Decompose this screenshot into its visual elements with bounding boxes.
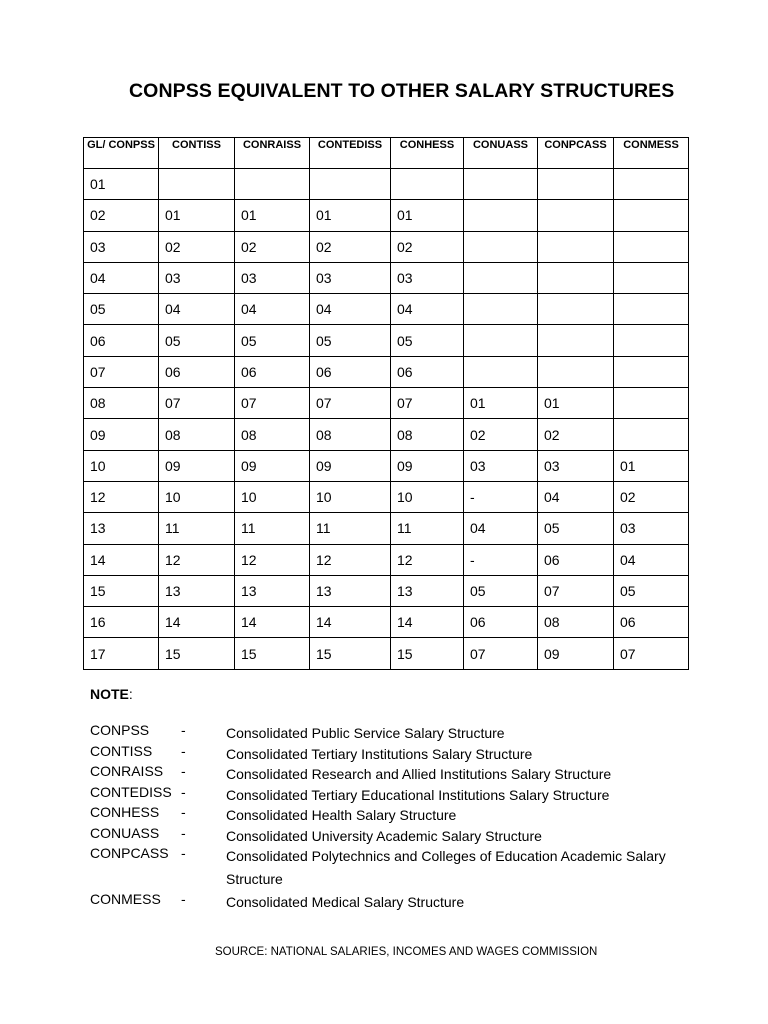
table-cell: [614, 294, 689, 325]
abbreviation: CONTEDISS: [90, 783, 172, 800]
table-cell: 09: [310, 450, 391, 481]
table-cell: [538, 356, 614, 387]
table-cell: 02: [614, 481, 689, 512]
table-cell: 03: [84, 231, 159, 262]
table-cell: [235, 169, 310, 200]
table-cell: 06: [310, 356, 391, 387]
table-cell: 01: [391, 200, 464, 231]
table-cell: 10: [235, 481, 310, 512]
table-cell: 12: [391, 544, 464, 575]
table-cell: 01: [614, 450, 689, 481]
table-cell: 17: [84, 638, 159, 669]
table-cell: 08: [84, 388, 159, 419]
table-cell: 04: [235, 294, 310, 325]
page-title: CONPSS EQUIVALENT TO OTHER SALARY STRUCTURES: [129, 80, 675, 102]
table-cell: 05: [159, 325, 235, 356]
table-cell: 07: [235, 388, 310, 419]
table-row: [84, 607, 689, 638]
table-cell: 09: [538, 638, 614, 669]
table-cell: 12: [84, 481, 159, 512]
column-header: CONTEDISS: [310, 138, 391, 169]
table-cell: 01: [310, 200, 391, 231]
table-cell: 01: [159, 200, 235, 231]
table-cell: [614, 356, 689, 387]
table-cell: 04: [391, 294, 464, 325]
abbreviation-entry: [90, 891, 700, 912]
table-cell: 15: [159, 638, 235, 669]
table-cell: [538, 200, 614, 231]
table-cell: 06: [614, 607, 689, 638]
table-cell: [159, 169, 235, 200]
table-cell: 12: [310, 544, 391, 575]
table-cell: 08: [391, 419, 464, 450]
column-header: CONUASS: [464, 138, 538, 169]
table-cell: 08: [310, 419, 391, 450]
table-header-row: [84, 138, 689, 169]
separator-dash: -: [181, 722, 186, 738]
abbreviation-entry: [90, 722, 700, 743]
table-cell: 11: [391, 513, 464, 544]
table-cell: [391, 169, 464, 200]
column-header: GL/ CONPSS: [84, 138, 159, 169]
table-cell: 07: [84, 356, 159, 387]
separator-dash: -: [181, 783, 186, 800]
table-cell: 04: [310, 294, 391, 325]
abbreviation: CONUASS: [90, 824, 160, 841]
table-row: [84, 450, 689, 481]
table-cell: 10: [159, 481, 235, 512]
table-cell: 14: [159, 607, 235, 638]
abbreviation-entry: [90, 845, 700, 891]
table-cell: 13: [235, 575, 310, 606]
table-cell: [614, 262, 689, 293]
table-cell: [614, 325, 689, 356]
table-cell: 08: [159, 419, 235, 450]
table-cell: 15: [310, 638, 391, 669]
abbreviation-description: Consolidated Public Service Salary Structure: [226, 725, 505, 741]
table-cell: 13: [391, 575, 464, 606]
note-colon: :: [128, 686, 133, 702]
abbreviation-entry: [90, 804, 700, 825]
table-cell: 02: [235, 231, 310, 262]
table-cell: [538, 294, 614, 325]
abbreviation: CONTISS: [90, 742, 153, 759]
table-cell: 02: [391, 231, 464, 262]
separator-dash: -: [181, 824, 186, 841]
table-cell: 14: [391, 607, 464, 638]
table-cell: 14: [310, 607, 391, 638]
table-row: [84, 262, 689, 293]
table-cell: 11: [159, 513, 235, 544]
table-cell: 05: [391, 325, 464, 356]
table-cell: 05: [464, 575, 538, 606]
table-row: [84, 231, 689, 262]
table-cell: 10: [391, 481, 464, 512]
table-cell: [464, 262, 538, 293]
table-cell: 06: [538, 544, 614, 575]
table-cell: 01: [84, 169, 159, 200]
abbreviation-entry: [90, 743, 700, 764]
abbreviation-description: Consolidated Medical Salary Structure: [226, 894, 465, 910]
table-cell: 05: [310, 325, 391, 356]
table-cell: 03: [464, 450, 538, 481]
table-cell: 02: [84, 200, 159, 231]
table-row: [84, 544, 689, 575]
abbreviation-description: Consolidated Polytechnics and Colleges of Education Academic Salary Structure: [226, 848, 666, 887]
abbreviation-description: Consolidated Health Salary Structure: [226, 807, 457, 823]
column-header: CONMESS: [614, 138, 689, 169]
abbreviation: CONHESS: [90, 804, 160, 820]
separator-dash: -: [181, 804, 186, 820]
table-cell: [538, 262, 614, 293]
table-cell: 12: [159, 544, 235, 575]
table-cell: 03: [614, 513, 689, 544]
abbreviation: CONPCASS: [90, 845, 169, 861]
table-cell: 07: [614, 638, 689, 669]
separator-dash: -: [181, 763, 186, 779]
table-row: [84, 513, 689, 544]
table-row: [84, 169, 689, 200]
table-cell: 12: [235, 544, 310, 575]
table-cell: 13: [159, 575, 235, 606]
table-cell: [464, 356, 538, 387]
table-cell: 09: [84, 419, 159, 450]
table-cell: [538, 231, 614, 262]
abbreviation-entry: [90, 763, 700, 784]
table-cell: 01: [538, 388, 614, 419]
table-cell: 13: [310, 575, 391, 606]
table-cell: 05: [84, 294, 159, 325]
table-cell: 03: [159, 262, 235, 293]
table-row: [84, 575, 689, 606]
table-cell: [614, 231, 689, 262]
table-cell: 02: [310, 231, 391, 262]
table-cell: [538, 169, 614, 200]
table-cell: 02: [538, 419, 614, 450]
abbreviation-entry: [90, 784, 700, 805]
table-cell: 03: [235, 262, 310, 293]
table-cell: [464, 200, 538, 231]
table-cell: 15: [84, 575, 159, 606]
table-cell: -: [464, 544, 538, 575]
table-cell: 09: [391, 450, 464, 481]
table-row: [84, 481, 689, 512]
table-cell: 11: [235, 513, 310, 544]
table-cell: 03: [538, 450, 614, 481]
table-cell: 15: [235, 638, 310, 669]
table-cell: 14: [235, 607, 310, 638]
salary-equivalence-table: [83, 137, 689, 670]
table-cell: [538, 325, 614, 356]
table-cell: -: [464, 481, 538, 512]
table-cell: 05: [538, 513, 614, 544]
column-header: CONTISS: [159, 138, 235, 169]
table-cell: 06: [235, 356, 310, 387]
table-cell: 04: [464, 513, 538, 544]
table-cell: 03: [310, 262, 391, 293]
abbreviation-entry: [90, 825, 700, 846]
source-footer: SOURCE: NATIONAL SALARIES, INCOMES AND WAGES COMMISSION: [215, 946, 598, 958]
separator-dash: -: [181, 742, 186, 759]
table-cell: [464, 169, 538, 200]
note-label: NOTE: [90, 686, 129, 702]
table-cell: [464, 325, 538, 356]
table-cell: 02: [159, 231, 235, 262]
table-cell: 09: [235, 450, 310, 481]
table-cell: 02: [464, 419, 538, 450]
table-cell: [614, 388, 689, 419]
abbreviation: CONRAISS: [90, 763, 164, 779]
table-cell: 05: [235, 325, 310, 356]
table-row: [84, 388, 689, 419]
column-header: CONRAISS: [235, 138, 310, 169]
table-cell: 16: [84, 607, 159, 638]
table-cell: 07: [159, 388, 235, 419]
table-cell: 03: [391, 262, 464, 293]
abbreviation-description: Consolidated University Academic Salary Structure: [226, 827, 542, 844]
abbreviation-description: Consolidated Tertiary Educational Institutions Salary Structure: [226, 786, 610, 803]
table-cell: 13: [84, 513, 159, 544]
separator-dash: -: [181, 845, 186, 861]
table-cell: 08: [235, 419, 310, 450]
table-cell: [464, 294, 538, 325]
table-cell: 07: [464, 638, 538, 669]
table-cell: 01: [464, 388, 538, 419]
abbreviation-description: Consolidated Research and Allied Institutions Salary Structure: [226, 766, 612, 782]
abbreviation-description: Consolidated Tertiary Institutions Salary Structure: [226, 745, 533, 762]
table-cell: 06: [464, 607, 538, 638]
table-cell: 04: [84, 262, 159, 293]
table-cell: 14: [84, 544, 159, 575]
table-row: [84, 419, 689, 450]
table-cell: 07: [538, 575, 614, 606]
table-cell: [310, 169, 391, 200]
table-row: [84, 200, 689, 231]
table-cell: 08: [538, 607, 614, 638]
table-cell: 07: [310, 388, 391, 419]
table-cell: 09: [159, 450, 235, 481]
note-heading: [90, 686, 133, 702]
table-row: [84, 325, 689, 356]
table-cell: 10: [84, 450, 159, 481]
table-cell: [614, 169, 689, 200]
table-cell: 04: [614, 544, 689, 575]
table-cell: [464, 231, 538, 262]
table-cell: 11: [310, 513, 391, 544]
table-cell: 06: [84, 325, 159, 356]
separator-dash: -: [181, 891, 186, 907]
column-header: CONPCASS: [538, 138, 614, 169]
table-cell: [614, 200, 689, 231]
abbreviation: CONMESS: [90, 891, 161, 907]
table-cell: 07: [391, 388, 464, 419]
table-row: [84, 638, 689, 669]
table-row: [84, 294, 689, 325]
table-cell: 06: [159, 356, 235, 387]
table-row: [84, 356, 689, 387]
abbreviation: CONPSS: [90, 722, 150, 738]
table-cell: 10: [310, 481, 391, 512]
table-cell: 15: [391, 638, 464, 669]
table-cell: 05: [614, 575, 689, 606]
table-cell: 04: [538, 481, 614, 512]
column-header: CONHESS: [391, 138, 464, 169]
abbreviation-list: [90, 722, 700, 912]
table-cell: 06: [391, 356, 464, 387]
table-cell: 04: [159, 294, 235, 325]
table-cell: [614, 419, 689, 450]
table-cell: 01: [235, 200, 310, 231]
